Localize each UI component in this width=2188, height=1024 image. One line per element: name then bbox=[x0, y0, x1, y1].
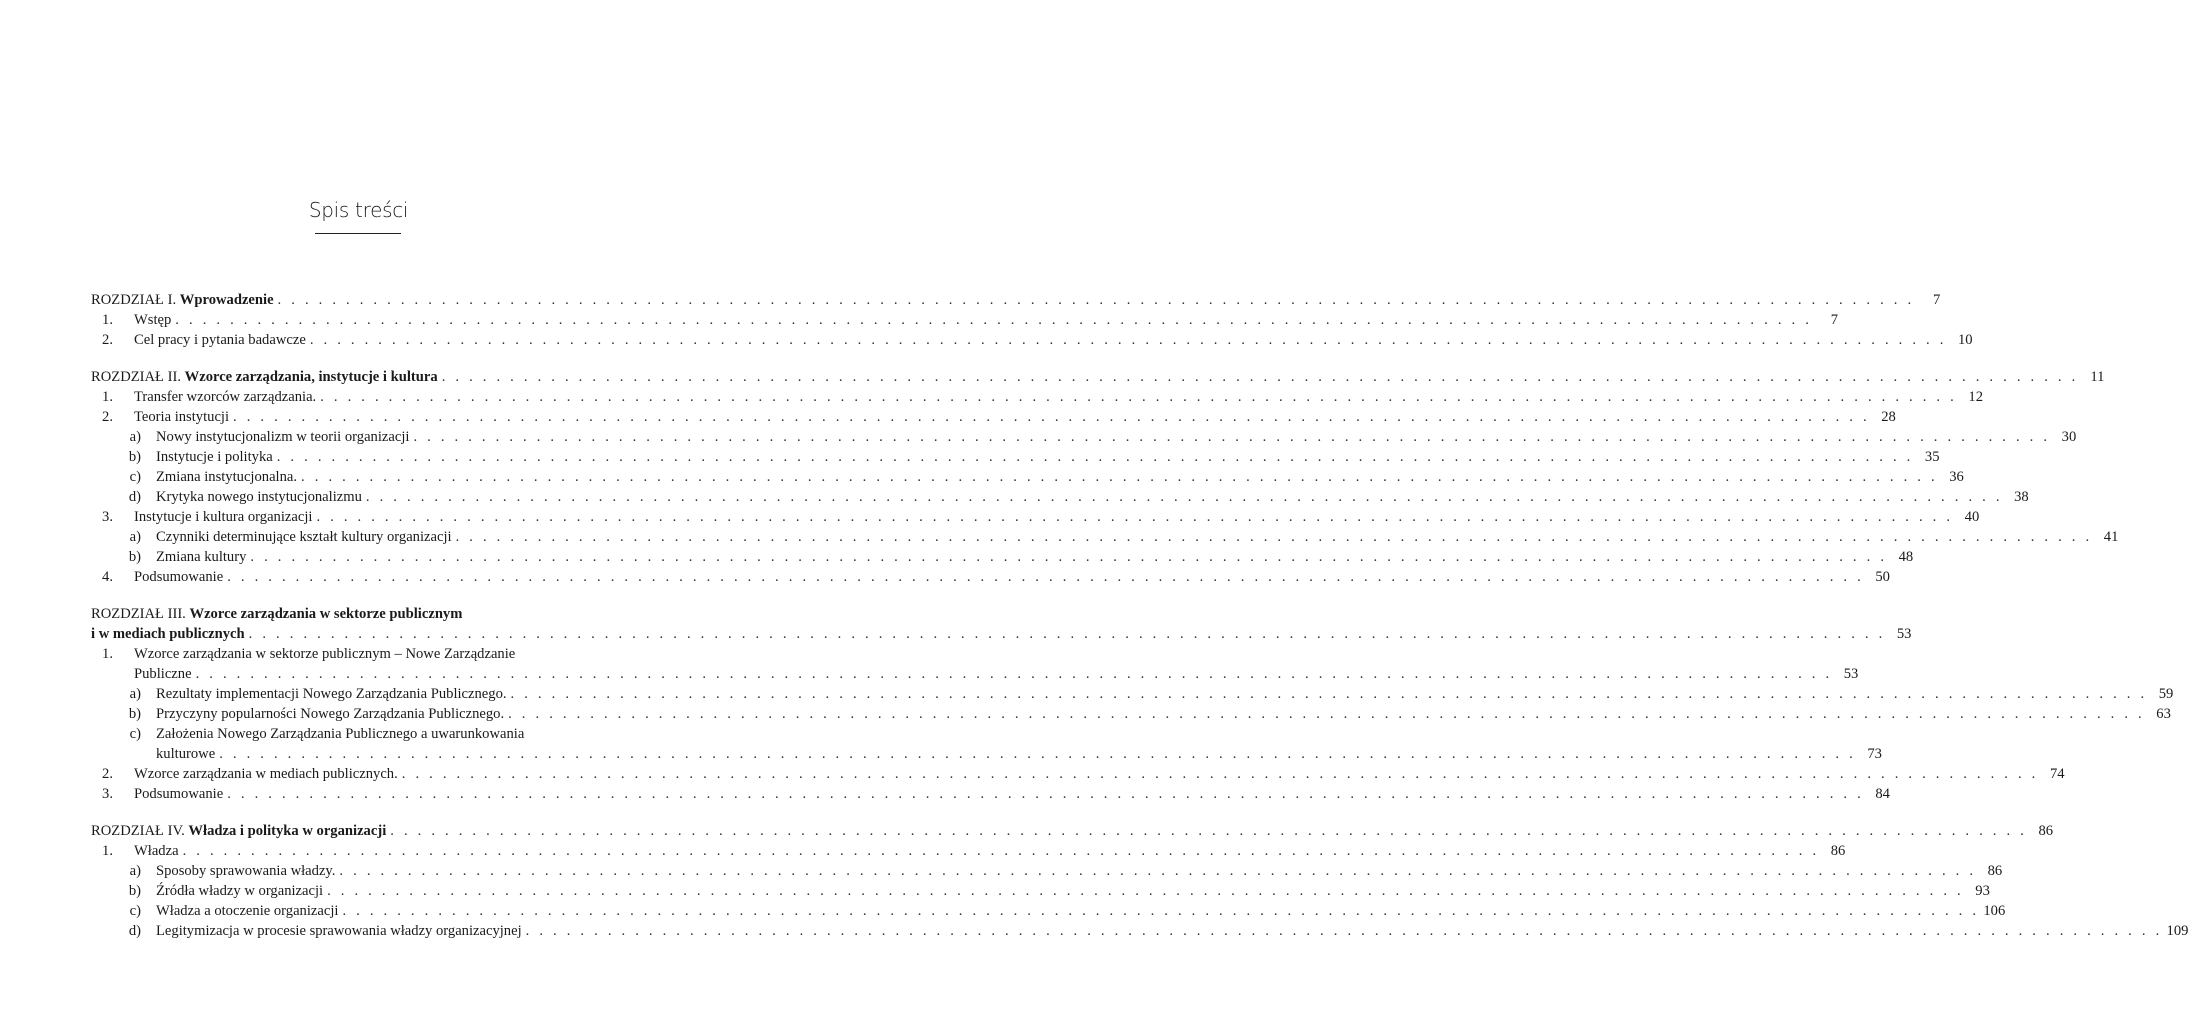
dot-leader: . . . . . . . . . . . . . . . . . . . . . . . . . . . . . . . . . . . . . . . . . . . . . . . . . . . . . . . . . . . . . . . . . . . . . . . . . . . . . . . . . . . . . . . . . . . . . . . . . . . . . . . . . . . . . . . . . . . . . . . . bbox=[342, 903, 1980, 919]
toc-entry-row[interactable] bbox=[91, 407, 1896, 427]
dot-leader: . . . . . . . . . . . . . . . . . . . . . . . . . . . . . . . . . . . . . . . . . . . . . . . . . . . . . . . . . . . . . . . . . . . . . . . . . . . . . . . . . . . . . . . . . . . . . . . . . . . . . . . . . . . . . . . . . . . . . . . . bbox=[401, 766, 2039, 782]
toc-entry-number: a) bbox=[129, 429, 141, 445]
table-of-contents bbox=[91, 290, 2188, 941]
toc-entry-number: a) bbox=[129, 863, 141, 879]
toc-chapter-title: i w mediach publicznych bbox=[91, 626, 245, 642]
toc-entry-title bbox=[134, 567, 225, 587]
toc-page-number: 86 bbox=[1830, 843, 1846, 859]
toc-entry-text: Czynniki determinujące kształt kultury organizacji bbox=[156, 529, 452, 545]
toc-entry-title bbox=[91, 290, 276, 310]
toc-page-number: 109 bbox=[2166, 923, 2188, 939]
toc-entry-title bbox=[156, 527, 454, 547]
toc-entry-number: a) bbox=[129, 686, 141, 702]
toc-entry-title bbox=[156, 447, 275, 467]
toc-entry-row[interactable] bbox=[91, 387, 1983, 407]
toc-entry-text: Sposoby sprawowania władzy. bbox=[156, 863, 336, 879]
toc-chapter-row[interactable] bbox=[91, 290, 1941, 310]
toc-page-number: 106 bbox=[1983, 903, 2006, 919]
toc-chapter-title: Wprowadzenie bbox=[179, 292, 274, 308]
toc-entry-title bbox=[134, 507, 314, 527]
toc-entry-number: c) bbox=[129, 903, 141, 919]
toc-entry-title bbox=[134, 764, 400, 784]
toc-entry-number: c) bbox=[129, 469, 141, 485]
toc-entry-number: b) bbox=[128, 706, 141, 722]
toc-entry-row[interactable] bbox=[91, 921, 2188, 941]
toc-entry-title bbox=[134, 310, 173, 330]
toc-entry-number: c) bbox=[129, 726, 141, 742]
toc-entry-title bbox=[134, 407, 231, 427]
toc-chapter-title: Wzorce zarządzania, instytucje i kultura bbox=[184, 369, 438, 385]
section-gap bbox=[91, 350, 626, 367]
toc-entry-row[interactable] bbox=[91, 744, 1882, 764]
toc-page-number: 7 bbox=[1830, 312, 1839, 328]
toc-entry-text: ROZDZIAŁ III. bbox=[91, 606, 190, 622]
toc-entry-text: ROZDZIAŁ II. bbox=[91, 369, 185, 385]
toc-entry-title bbox=[156, 744, 217, 764]
toc-entry-row[interactable] bbox=[91, 567, 1890, 587]
title-underline bbox=[315, 233, 401, 234]
toc-page-number: 59 bbox=[2158, 686, 2174, 702]
toc-entry-row[interactable] bbox=[91, 724, 626, 744]
section-gap bbox=[91, 804, 626, 821]
toc-entry-number: 2. bbox=[102, 332, 113, 348]
dot-leader: . . . . . . . . . . . . . . . . . . . . . . . . . . . . . . . . . . . . . . . . . . . . . . . . . . . . . . . . . . . . . . . . . . . . . . . . . . . . . . . . . . . . . . . . . . . . . . . . . . . . . . . . . . . . . . . . . . . . . . . . bbox=[510, 686, 2148, 702]
toc-entry-title bbox=[91, 367, 440, 387]
toc-entry-title bbox=[156, 547, 248, 567]
dot-leader: . . . . . . . . . . . . . . . . . . . . . . . . . . . . . . . . . . . . . . . . . . . . . . . . . . . . . . . . . . . . . . . . . . . . . . . . . . . . . . . . . . . . . . . . . . . . . . . . . . . . . . . . . . . . . . . . . . . . . . . . bbox=[182, 843, 1820, 859]
toc-page-number: 28 bbox=[1881, 409, 1896, 425]
toc-entry-number: 3. bbox=[102, 786, 113, 802]
toc-entry-title bbox=[156, 467, 299, 487]
toc-entry-row[interactable] bbox=[91, 704, 2171, 724]
section-gap bbox=[91, 587, 626, 604]
toc-entry-row[interactable] bbox=[91, 764, 2065, 784]
toc-entry-row[interactable] bbox=[91, 310, 1839, 330]
toc-entry-row[interactable] bbox=[91, 881, 1990, 901]
toc-entry-row[interactable] bbox=[91, 427, 2077, 447]
toc-entry-text: Wstęp bbox=[134, 312, 172, 328]
toc-page-number: 10 bbox=[1958, 332, 1973, 348]
toc-entry-title bbox=[91, 821, 388, 841]
dot-leader: . . . . . . . . . . . . . . . . . . . . . . . . . . . . . . . . . . . . . . . . . . . . . . . . . . . . . . . . . . . . . . . . . . . . . . . . . . . . . . . . . . . . . . . . . . . . . . . . . . . . . . . . . . . . . . . . . . . . . . . . bbox=[320, 389, 1957, 405]
toc-entry-number: 1. bbox=[102, 646, 113, 662]
dot-leader: . . . . . . . . . . . . . . . . . . . . . . . . . . . . . . . . . . . . . . . . . . . . . . . . . . . . . . . . . . . . . . . . . . . . . . . . . . . . . . . . . . . . . . . . . . . . . . . . . . . . . . . . . . . . . . . . . . . . . . . . bbox=[309, 332, 1947, 348]
toc-page-number: 53 bbox=[1896, 626, 1912, 642]
toc-page-number: 41 bbox=[2103, 529, 2119, 545]
dot-leader: . . . . . . . . . . . . . . . . . . . . . . . . . . . . . . . . . . . . . . . . . . . . . . . . . . . . . . . . . . . . . . . . . . . . . . . . . . . . . . . . . . . . . . . . . . . . . . . . . . . . . . . . . . . . . . . . . . . . . . . . bbox=[339, 863, 1977, 879]
toc-page-number: 35 bbox=[1924, 449, 1940, 465]
dot-leader: . . . . . . . . . . . . . . . . . . . . . . . . . . . . . . . . . . . . . . . . . . . . . . . . . . . . . . . . . . . . . . . . . . . . . . . . . . . . . . . . . . . . . . . . . . . . . . . . . . . . . . . . . . . . . . . . . . . . . . . . bbox=[413, 429, 2051, 445]
toc-chapter-title: Wzorce zarządzania w sektorze publicznym bbox=[189, 606, 463, 622]
dot-leader: . . . . . . . . . . . . . . . . . . . . . . . . . . . . . . . . . . . . . . . . . . . . . . . . . . . . . . . . . . . . . . . . . . . . . . . . . . . . . . . . . . . . . . . . . . . . . . . . . . . . . . . . . . . . . . . . . . . . . . . . bbox=[365, 489, 2003, 505]
toc-entry-row[interactable] bbox=[91, 330, 1973, 350]
toc-page-number: 84 bbox=[1875, 786, 1890, 802]
toc-entry-title bbox=[156, 901, 340, 921]
toc-entry-text: Przyczyny popularności Nowego Zarządzania Publicznego. bbox=[156, 706, 505, 722]
toc-entry-text: Legitymizacja w procesie sprawowania władzy organizacyjnej bbox=[156, 923, 522, 939]
toc-entry-number: 1. bbox=[102, 312, 113, 328]
toc-entry-number: b) bbox=[128, 883, 141, 899]
toc-page-number: 53 bbox=[1843, 666, 1859, 682]
dot-leader: . . . . . . . . . . . . . . . . . . . . . . . . . . . . . . . . . . . . . . . . . . . . . . . . . . . . . . . . . . . . . . . . . . . . . . . . . . . . . . . . . . . . . . . . . . . . . . . . . . . . . . . . . . . . . . . . . . . . . . . . bbox=[248, 626, 1886, 642]
toc-page-number: 30 bbox=[2061, 429, 2077, 445]
toc-entry-number: 1. bbox=[102, 389, 113, 405]
toc-entry-number: 2. bbox=[102, 766, 113, 782]
toc-entry-text: Władza a otoczenie organizacji bbox=[156, 903, 339, 919]
dot-leader: . . . . . . . . . . . . . . . . . . . . . . . . . . . . . . . . . . . . . . . . . . . . . . . . . . . . . . . . . . . . . . . . . . . . . . . . . . . . . . . . . . . . . . . . . . . . . . . . . . . . . . . . . . . . . . . . . . . . . . . . bbox=[276, 449, 1914, 465]
dot-leader: . . . . . . . . . . . . . . . . . . . . . . . . . . . . . . . . . . . . . . . . . . . . . . . . . . . . . . . . . . . . . . . . . . . . . . . . . . . . . . . . . . . . . . . . . . . . . . . . . . . . . . . . . . . . . . . . . . . . . . . . bbox=[455, 529, 2093, 545]
toc-entry-text: Źródła władzy w organizacji bbox=[156, 883, 324, 899]
toc-entry-number: 3. bbox=[102, 509, 113, 525]
page-title: Spis treści bbox=[308, 198, 409, 222]
toc-page-number: 38 bbox=[2014, 489, 2029, 505]
toc-entry-text: Instytucje i kultura organizacji bbox=[134, 509, 313, 525]
toc-chapter-row[interactable] bbox=[91, 821, 2054, 841]
toc-entry-text: Podsumowanie bbox=[134, 569, 224, 585]
toc-entry-row[interactable] bbox=[91, 841, 1846, 861]
dot-leader: . . . . . . . . . . . . . . . . . . . . . . . . . . . . . . . . . . . . . . . . . . . . . . . . . . . . . . . . . . . . . . . . . . . . . . . . . . . . . . . . . . . . . . . . . . . . . . . . . . . . . . . . . . . . . . . . . . . . . . . . bbox=[227, 786, 1864, 802]
dot-leader: . . . . . . . . . . . . . . . . . . . . . . . . . . . . . . . . . . . . . . . . . . . . . . . . . . . . . . . . . . . . . . . . . . . . . . . . . . . . . . . . . . . . . . . . . . . . . . . . . . . . . . . . . . . . . . . . . . . . . . . . bbox=[390, 823, 2028, 839]
toc-entry-title bbox=[156, 861, 337, 881]
toc-entry-row[interactable] bbox=[91, 487, 2029, 507]
toc-entry-row[interactable] bbox=[91, 644, 626, 664]
dot-leader: . . . . . . . . . . . . . . . . . . . . . . . . . . . . . . . . . . . . . . . . . . . . . . . . . . . . . . . . . . . . . . . . . . . . . . . . . . . . . . . . . . . . . . . . . . . . . . . . . . . . . . . . . . . . . . . . . . . . . . . . bbox=[250, 549, 1888, 565]
toc-entry-row[interactable] bbox=[91, 664, 1859, 684]
toc-page-number: 74 bbox=[2049, 766, 2065, 782]
toc-entry-text: kulturowe bbox=[156, 746, 216, 762]
dot-leader: . . . . . . . . . . . . . . . . . . . . . . . . . . . . . . . . . . . . . . . . . . . . . . . . . . . . . . . . . . . . . . . . . . . . . . . . . . . . . . . . . . . . . . . . . . . . . . . . . . . . . . . . . . . . . . . . . . . . . . . . bbox=[219, 746, 1856, 762]
toc-page-number: 86 bbox=[1987, 863, 2003, 879]
toc-page-number: 11 bbox=[2090, 369, 2105, 385]
toc-entry-title bbox=[134, 644, 517, 664]
toc-entry-title bbox=[134, 784, 225, 804]
toc-entry-row[interactable] bbox=[91, 467, 1964, 487]
toc-entry-text: Nowy instytucjonalizm w teorii organizacji bbox=[156, 429, 410, 445]
toc-entry-text: Publiczne bbox=[134, 666, 192, 682]
toc-entry-number: 4. bbox=[102, 569, 113, 585]
toc-entry-text: Założenia Nowego Zarządzania Publicznego a uwarunkowania bbox=[156, 726, 525, 742]
toc-entry-text: Teoria instytucji bbox=[134, 409, 230, 425]
toc-entry-text: Wzorce zarządzania w mediach publicznych. bbox=[134, 766, 398, 782]
toc-entry-text: Podsumowanie bbox=[134, 786, 224, 802]
dot-leader: . . . . . . . . . . . . . . . . . . . . . . . . . . . . . . . . . . . . . . . . . . . . . . . . . . . . . . . . . . . . . . . . . . . . . . . . . . . . . . . . . . . . . . . . . . . . . . . . . . . . . . . . . . . . . . . . . . . . . . . . bbox=[327, 883, 1964, 899]
toc-entry-title bbox=[91, 624, 247, 644]
toc-entry-row[interactable] bbox=[91, 861, 2003, 881]
toc-entry-number: a) bbox=[129, 529, 141, 545]
toc-entry-title bbox=[134, 387, 318, 407]
toc-page-number: 40 bbox=[1964, 509, 1980, 525]
toc-page-number: 73 bbox=[1867, 746, 1882, 762]
dot-leader: . . . . . . . . . . . . . . . . . . . . . . . . . . . . . . . . . . . . . . . . . . . . . . . . . . . . . . . . . . . . . . . . . . . . . . . . . . . . . . . . . . . . . . . . . . . . . . . . . . . . . . . . . . . . . . . . . . . . . . . . bbox=[227, 569, 1864, 585]
toc-entry-text: Cel pracy i pytania badawcze bbox=[134, 332, 306, 348]
toc-chapter-title: Władza i polityka w organizacji bbox=[188, 823, 387, 839]
toc-page-number: 63 bbox=[2156, 706, 2171, 722]
toc-entry-text: Zmiana instytucjonalna. bbox=[156, 469, 298, 485]
toc-page-number: 48 bbox=[1898, 549, 1914, 565]
toc-entry-title bbox=[156, 704, 506, 724]
toc-entry-title bbox=[156, 487, 364, 507]
toc-chapter-row[interactable] bbox=[91, 367, 2105, 387]
dot-leader: . . . . . . . . . . . . . . . . . . . . . . . . . . . . . . . . . . . . . . . . . . . . . . . . . . . . . . . . . . . . . . . . . . . . . . . . . . . . . . . . . . . . . . . . . . . . . . . . . . . . . . . . . . . . . . . . . . . . . . . . bbox=[301, 469, 1938, 485]
toc-entry-title bbox=[134, 664, 194, 684]
toc-page-number: 7 bbox=[1933, 292, 1941, 308]
toc-entry-row[interactable] bbox=[91, 447, 1940, 467]
toc-entry-text: Transfer wzorców zarządzania. bbox=[134, 389, 317, 405]
toc-entry-text: Zmiana kultury bbox=[156, 549, 247, 565]
dot-leader: . . . . . . . . . . . . . . . . . . . . . . . . . . . . . . . . . . . . . . . . . . . . . . . . . . . . . . . . . . . . . . . . . . . . . . . . . . . . . . . . . . . . . . . . . . . . . . . . . . . . . . . . . . . . . . . . . . . . . . . . bbox=[441, 369, 2079, 385]
dot-leader: . . . . . . . . . . . . . . . . . . . . . . . . . . . . . . . . . . . . . . . . . . . . . . . . . . . . . . . . . . . . . . . . . . . . . . . . . . . . . . . . . . . . . . . . . . . . . . . . . . . . . . . . . . . . . . . . . . . . . . . . bbox=[316, 509, 1954, 525]
toc-entry-text: ROZDZIAŁ I. bbox=[91, 292, 180, 308]
toc-entry-text: Wzorce zarządzania w sektorze publicznym – Nowe Zarządzanie bbox=[134, 646, 516, 662]
toc-entry-text: Rezultaty implementacji Nowego Zarządzania Publicznego. bbox=[156, 686, 507, 702]
toc-entry-row[interactable] bbox=[91, 527, 2119, 547]
toc-entry-title bbox=[156, 684, 509, 704]
toc-chapter-row[interactable] bbox=[91, 604, 626, 624]
toc-entry-row[interactable] bbox=[91, 547, 1914, 567]
toc-entry-number: d) bbox=[128, 923, 141, 939]
toc-page-number: 12 bbox=[1968, 389, 1983, 405]
dot-leader: . . . . . . . . . . . . . . . . . . . . . . . . . . . . . . . . . . . . . . . . . . . . . . . . . . . . . . . . . . . . . . . . . . . . . . . . . . . . . . . . . . . . . . . . . . . . . . . . . . . . . . . . . . . . . . . . . . . . . . . . bbox=[508, 706, 2145, 722]
toc-entry-title bbox=[91, 604, 464, 624]
toc-entry-row[interactable] bbox=[91, 684, 2174, 704]
toc-entry-title bbox=[156, 427, 411, 447]
toc-entry-number: 2. bbox=[102, 409, 113, 425]
toc-entry-title bbox=[156, 881, 325, 901]
toc-entry-text: Krytyka nowego instytucjonalizmu bbox=[156, 489, 362, 505]
toc-entry-text: Instytucje i polityka bbox=[156, 449, 273, 465]
toc-entry-row[interactable] bbox=[91, 507, 1980, 527]
toc-page-number: 86 bbox=[2038, 823, 2054, 839]
toc-entry-row[interactable] bbox=[91, 784, 1890, 804]
toc-entry-title bbox=[134, 841, 181, 861]
dot-leader: . . . . . . . . . . . . . . . . . . . . . . . . . . . . . . . . . . . . . . . . . . . . . . . . . . . . . . . . . . . . . . . . . . . . . . . . . . . . . . . . . . . . . . . . . . . . . . . . . . . . . . . . . . . . . . . . . . . . . . . . bbox=[195, 666, 1833, 682]
toc-entry-title bbox=[156, 724, 526, 744]
dot-leader: . . . . . . . . . . . . . . . . . . . . . . . . . . . . . . . . . . . . . . . . . . . . . . . . . . . . . . . . . . . . . . . . . . . . . . . . . . . . . . . . . . . . . . . . . . . . . . . . . . . . . . . . . . . . . . . . . . . . . . . . bbox=[277, 292, 1915, 308]
toc-entry-number: d) bbox=[128, 489, 141, 505]
toc-page-number: 93 bbox=[1975, 883, 1990, 899]
dot-leader: . . . . . . . . . . . . . . . . . . . . . . . . . . . . . . . . . . . . . . . . . . . . . . . . . . . . . . . . . . . . . . . . . . . . . . . . . . . . . . . . . . . . . . . . . . . . . . . . . . . . . . . . . . . . . . . . . . . . . . . . bbox=[233, 409, 1870, 425]
toc-page-number: 36 bbox=[1949, 469, 1964, 485]
toc-entry-number: 1. bbox=[102, 843, 113, 859]
toc-entry-number: b) bbox=[128, 449, 141, 465]
toc-page-number: 50 bbox=[1875, 569, 1890, 585]
toc-entry-title bbox=[156, 921, 524, 941]
toc-entry-row[interactable] bbox=[91, 901, 2006, 921]
toc-entry-text: Władza bbox=[134, 843, 179, 859]
toc-entry-title bbox=[134, 330, 308, 350]
toc-chapter-row[interactable] bbox=[91, 624, 1912, 644]
toc-entry-number: b) bbox=[128, 549, 141, 565]
dot-leader: . . . . . . . . . . . . . . . . . . . . . . . . . . . . . . . . . . . . . . . . . . . . . . . . . . . . . . . . . . . . . . . . . . . . . . . . . . . . . . . . . . . . . . . . . . . . . . . . . . . . . . . . . . . . . . . . . . . . . . . . bbox=[525, 923, 2163, 939]
dot-leader: . . . . . . . . . . . . . . . . . . . . . . . . . . . . . . . . . . . . . . . . . . . . . . . . . . . . . . . . . . . . . . . . . . . . . . . . . . . . . . . . . . . . . . . . . . . . . . . . . . . . . . . . . . . . . . . . . . . . . . . . bbox=[175, 312, 1813, 328]
toc-entry-text: ROZDZIAŁ IV. bbox=[91, 823, 189, 839]
